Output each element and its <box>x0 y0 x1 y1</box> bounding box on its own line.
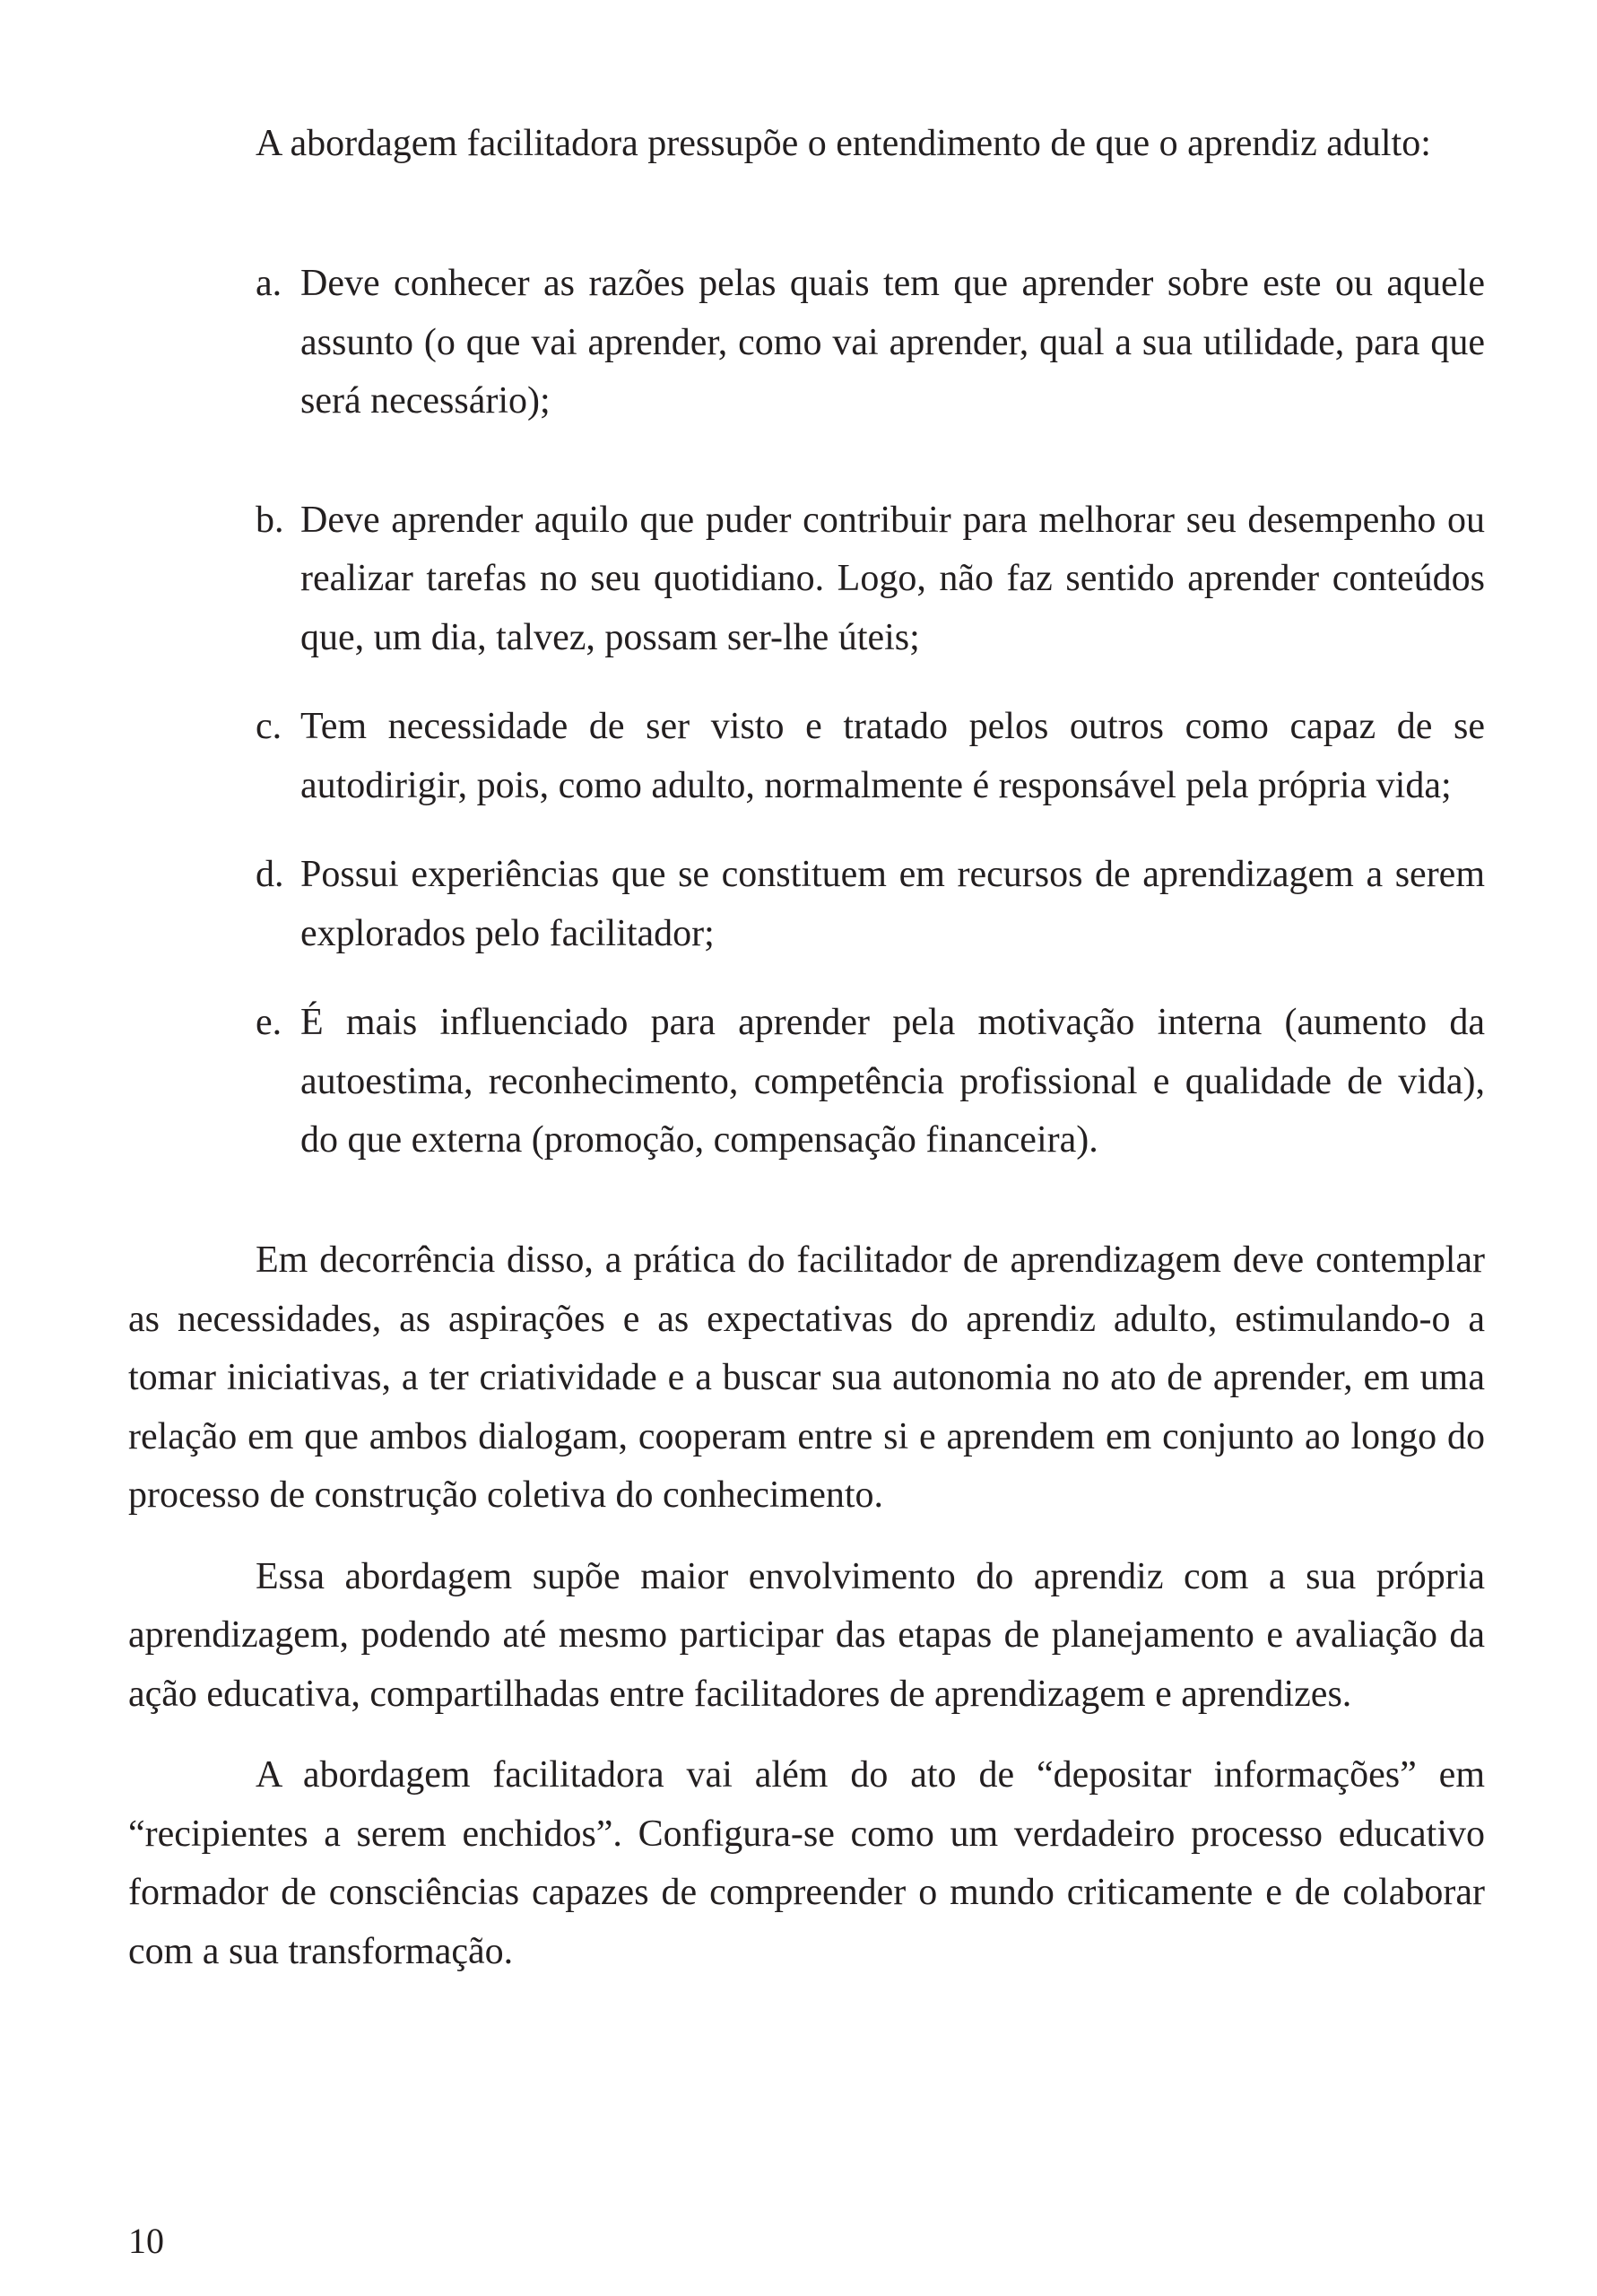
body-paragraphs <box>128 1231 1485 2004</box>
adult-learner-list <box>256 255 1485 1170</box>
page-number: 10 <box>128 2221 164 2261</box>
intro-paragraph: A abordagem facilitadora pressupõe o entendimento de que o aprendiz adulto: <box>256 123 1431 164</box>
list-marker: a. <box>256 263 282 304</box>
list-item-text: É mais influenciado para aprender pela motivação interna (aumento da autoestima, reconhecimento, competência profissional e qualidade de vida), do que externa (promoção, compensação financeira). <box>300 1002 1485 1161</box>
list-item-c <box>256 698 1485 815</box>
list-item-text: Possui experiências que se constituem em recursos de aprendizagem a serem explorados pelo facilitador; <box>300 854 1485 954</box>
list-marker: b. <box>256 499 284 541</box>
body-paragraph: Essa abordagem supõe maior envolvimento do aprendiz com a sua própria aprendizagem, podendo até mesmo participar das etapas de planejamento e avaliação da ação educativa, compartilhadas entre facilitadores de aprendizagem e aprendizes. <box>128 1555 1485 1715</box>
list-item-b <box>256 491 1485 668</box>
list-marker: c. <box>256 706 282 747</box>
body-paragraph: Em decorrência disso, a prática do facilitador de aprendizagem deve contemplar as necessidades, as aspirações e as expectativas do aprendiz adulto, estimulando-o a tomar iniciativas, a ter criatividade e a buscar sua autonomia no ato de aprender, em uma relação em que ambos dialogam, cooperam entre si e aprendem em conjunto ao longo do processo de construção coletiva do conhecimento. <box>128 1239 1485 1516</box>
list-item-text: Tem necessidade de ser visto e tratado pelos outros como capaz de se autodirigir, pois, como adulto, normalmente é responsável pela própria vida; <box>300 706 1485 806</box>
list-item-text: Deve conhecer as razões pelas quais tem que aprender sobre este ou aquele assunto (o que vai aprender, como vai aprender, qual a sua utilidade, para que será necessário); <box>300 263 1485 422</box>
list-marker: d. <box>256 854 284 895</box>
body-paragraph: A abordagem facilitadora vai além do ato de “depositar informações” em “recipientes a serem enchidos”. Configura-se como um verdadeiro processo educativo formador de consciências capazes de compreender o mundo criticamente e de colaborar com a sua transformação. <box>128 1754 1485 1972</box>
list-marker: e. <box>256 1002 282 1043</box>
list-item-a <box>256 255 1485 431</box>
list-item-d <box>256 846 1485 963</box>
list-item-text: Deve aprender aquilo que puder contribuir para melhorar seu desempenho ou realizar tarefas no seu quotidiano. Logo, não faz sentido aprender conteúdos que, um dia, talvez, possam ser-lhe úteis; <box>300 499 1485 658</box>
list-item-e <box>256 994 1485 1170</box>
